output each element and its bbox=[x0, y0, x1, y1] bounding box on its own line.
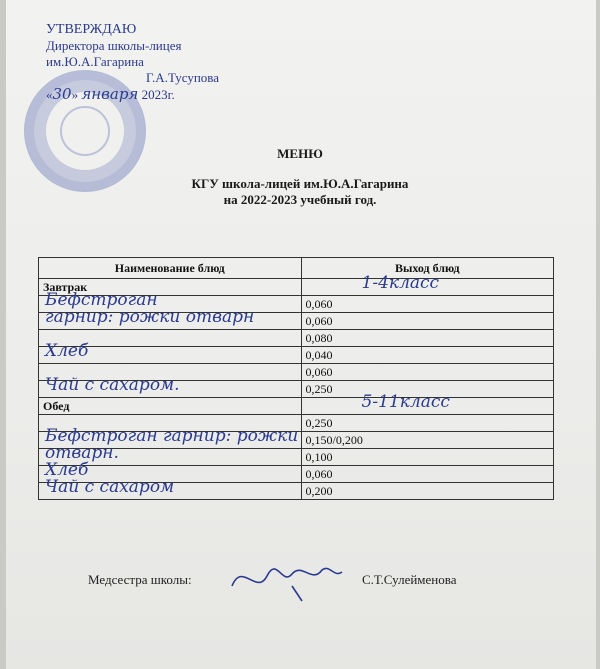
dish-name-cell: Обед bbox=[39, 398, 302, 415]
menu-title: МЕНЮ bbox=[277, 146, 323, 161]
approval-line2: им.Ю.А.Гагарина bbox=[46, 54, 144, 69]
handwritten-dish: Бефстроган гарнир: рожки bbox=[45, 426, 299, 446]
handwritten-dish: Чай с сахаром. bbox=[45, 375, 180, 395]
approval-line1: Директора школы-лицея bbox=[46, 38, 182, 53]
header-yield: Выход блюд bbox=[301, 258, 553, 279]
yield-cell: 0,040 bbox=[301, 347, 553, 364]
dish-name-cell: Завтрак bbox=[39, 279, 302, 296]
handwritten-dish: Хлеб bbox=[45, 460, 89, 480]
dish-name-cell bbox=[39, 375, 302, 398]
table-row bbox=[39, 483, 554, 500]
yield-cell bbox=[301, 273, 553, 296]
approval-signatory: Г.А.Тусупова bbox=[146, 70, 220, 85]
yield-cell bbox=[301, 392, 553, 415]
yield-cell: 0,250 bbox=[301, 381, 553, 398]
handwritten-class-range: 1-4класс bbox=[361, 273, 440, 293]
table-row bbox=[39, 381, 554, 398]
menu-subtitle-school: КГУ школа-лицей им.Ю.А.Гагарина bbox=[191, 176, 409, 191]
menu-subtitle-year: на 2022-2023 учебный год. bbox=[223, 192, 377, 207]
yield-cell: 0,150/0,200 bbox=[301, 432, 553, 449]
dish-name-cell bbox=[39, 307, 302, 330]
dish-name-cell bbox=[39, 477, 302, 500]
table-row bbox=[39, 449, 554, 466]
dish-name-cell bbox=[39, 341, 302, 364]
handwritten-dish: Бефстроган bbox=[45, 290, 158, 310]
table-row bbox=[39, 330, 554, 347]
yield-cell: 0,100 bbox=[301, 449, 553, 466]
handwritten-dish: гарнир: рожки отварн bbox=[45, 307, 255, 327]
handwritten-signature bbox=[222, 556, 362, 606]
section-row bbox=[39, 398, 554, 415]
approval-heading: УТВЕРЖДАЮ bbox=[46, 22, 137, 37]
handwritten-dish: Чай с сахаром bbox=[45, 477, 175, 497]
handwritten-class-range: 5-11класс bbox=[361, 392, 450, 412]
table-row bbox=[39, 347, 554, 364]
table-header-row bbox=[39, 258, 554, 279]
approval-block bbox=[46, 22, 219, 103]
approval-date: «30» января 2023г. bbox=[46, 85, 175, 103]
footer-role: Медсестра школы: bbox=[88, 572, 192, 587]
yield-cell: 0,060 bbox=[301, 466, 553, 483]
table-row bbox=[39, 313, 554, 330]
header-dish-name: Наименование блюд bbox=[39, 258, 302, 279]
handwritten-dish: отварн. bbox=[45, 443, 119, 463]
menu-table bbox=[38, 257, 554, 500]
yield-cell: 0,080 bbox=[301, 330, 553, 347]
yield-cell: 0,250 bbox=[301, 415, 553, 432]
footer-name: С.Т.Сулейменова bbox=[362, 572, 457, 587]
yield-cell: 0,200 bbox=[301, 483, 553, 500]
handwritten-dish: Хлеб bbox=[45, 341, 89, 361]
yield-cell: 0,060 bbox=[301, 364, 553, 381]
yield-cell: 0,060 bbox=[301, 313, 553, 330]
yield-cell: 0,060 bbox=[301, 296, 553, 313]
